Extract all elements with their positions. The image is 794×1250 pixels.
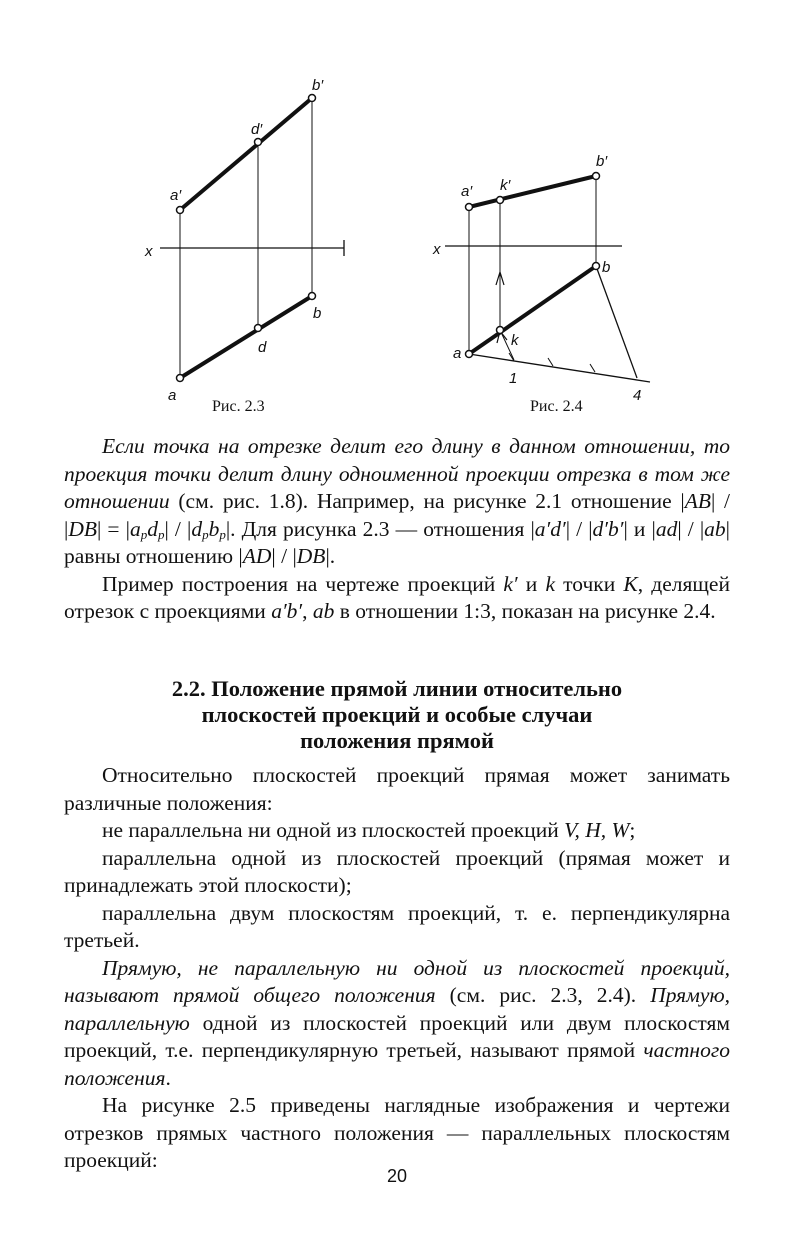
heading-line-3: положения прямой xyxy=(300,728,494,753)
label-b: b xyxy=(602,259,611,276)
caption-fig-2-3: Рис. 2.3 xyxy=(212,398,265,415)
text-block-1 xyxy=(64,433,730,626)
label-x: x xyxy=(433,241,441,258)
point-b-prime xyxy=(593,173,600,180)
point-d xyxy=(255,325,262,332)
segment-a-b xyxy=(180,296,312,378)
page-number: 20 xyxy=(386,1166,408,1186)
heading-line-1: 2.2. Положение прямой линии относительно xyxy=(171,676,623,701)
figure-2-4 xyxy=(445,173,650,383)
segment-a-prime-b-prime xyxy=(469,176,596,207)
tick-3 xyxy=(590,364,595,372)
point-k xyxy=(497,327,504,334)
text-block-2 xyxy=(64,762,730,1175)
b-to-4-line xyxy=(596,266,637,378)
point-b xyxy=(309,293,316,300)
point-a-prime xyxy=(177,207,184,214)
paragraph-position-parallel-one: параллельна одной из плоскостей проекций (прямая может и принадлежать этой плоскости); xyxy=(64,845,730,897)
point-k-prime xyxy=(497,197,504,204)
tick-2 xyxy=(548,358,553,366)
figures-svg xyxy=(0,0,794,420)
point-a xyxy=(466,351,473,358)
point-a xyxy=(177,375,184,382)
paragraph-position-general: не параллельна ни одной из плоскостей проекций V, H, W; xyxy=(102,818,636,842)
figure-2-3-labels xyxy=(144,77,324,404)
segment-a-b xyxy=(469,266,596,354)
label-d-prime: d′ xyxy=(251,121,263,138)
caption-fig-2-4: Рис. 2.4 xyxy=(530,398,583,415)
point-b-prime xyxy=(309,95,316,102)
point-a-prime xyxy=(466,204,473,211)
segment-a-prime-b-prime xyxy=(180,98,312,210)
label-a: a xyxy=(453,345,462,362)
paragraph-example-fig-2-4: Пример построения на чертеже проекций k′ и k точки K, делящей отрезок с проекциями a′b′, ab в отношении 1:3, показан на рисунке 2.4. xyxy=(64,571,730,623)
label-b-prime: b′ xyxy=(596,153,608,170)
label-b: b xyxy=(313,305,322,322)
label-b-prime: b′ xyxy=(312,77,324,94)
label-1: 1 xyxy=(509,370,518,387)
paragraph-fig-2-5-intro: На рисунке 2.5 приведены наглядные изображения и чертежи отрезков прямых частного положения — параллельных плоскостям проекций: xyxy=(64,1093,730,1172)
auxiliary-ray xyxy=(469,354,650,382)
label-a-prime: a′ xyxy=(461,183,473,200)
label-a: a xyxy=(168,387,177,404)
point-b xyxy=(593,263,600,270)
point-d-prime xyxy=(255,139,262,146)
label-k-prime: k′ xyxy=(500,177,511,194)
label-d: d xyxy=(258,339,267,356)
paragraph-position-parallel-two: параллельна двум плоскостям проекций, т. е. перпендикулярна третьей. xyxy=(64,900,730,952)
label-k: k xyxy=(511,332,519,349)
paragraph-ratio-rule: Если точка на отрезке делит его длину в данном отношении, то проекция точки делит длину одноименной проекции отрезка в том же отношении (см. рис. 1.8). Например, на рисунке 2.1 отношение $|AB| / |DB| = |a_pd_p| / |d_pb_p|$. Для рисунка 2.3 — отношения |a′d′| / |d′b′| и |ad| / |ab| равны отношению |AD| / |DB|. xyxy=(64,434,730,568)
paragraph-definitions: Прямую, не параллельную ни одной из плоскостей проекций, называют прямой общего положения (см. рис. 2.3, 2.4). Прямую, параллельную одной из плоскостей проекций или двум плоскостям проекций, т.е. перпендикулярную третьей, называют прямой частного положения. xyxy=(64,955,730,1090)
heading-line-2: плоскостей проекций и особые случаи xyxy=(201,702,593,727)
label-4: 4 xyxy=(633,387,642,404)
label-x: x xyxy=(145,243,153,260)
section-heading xyxy=(64,676,730,754)
label-a-prime: a′ xyxy=(170,187,182,204)
paragraph-positions-intro: Относительно плоскостей проекций прямая может занимать различные положения: xyxy=(64,763,730,815)
